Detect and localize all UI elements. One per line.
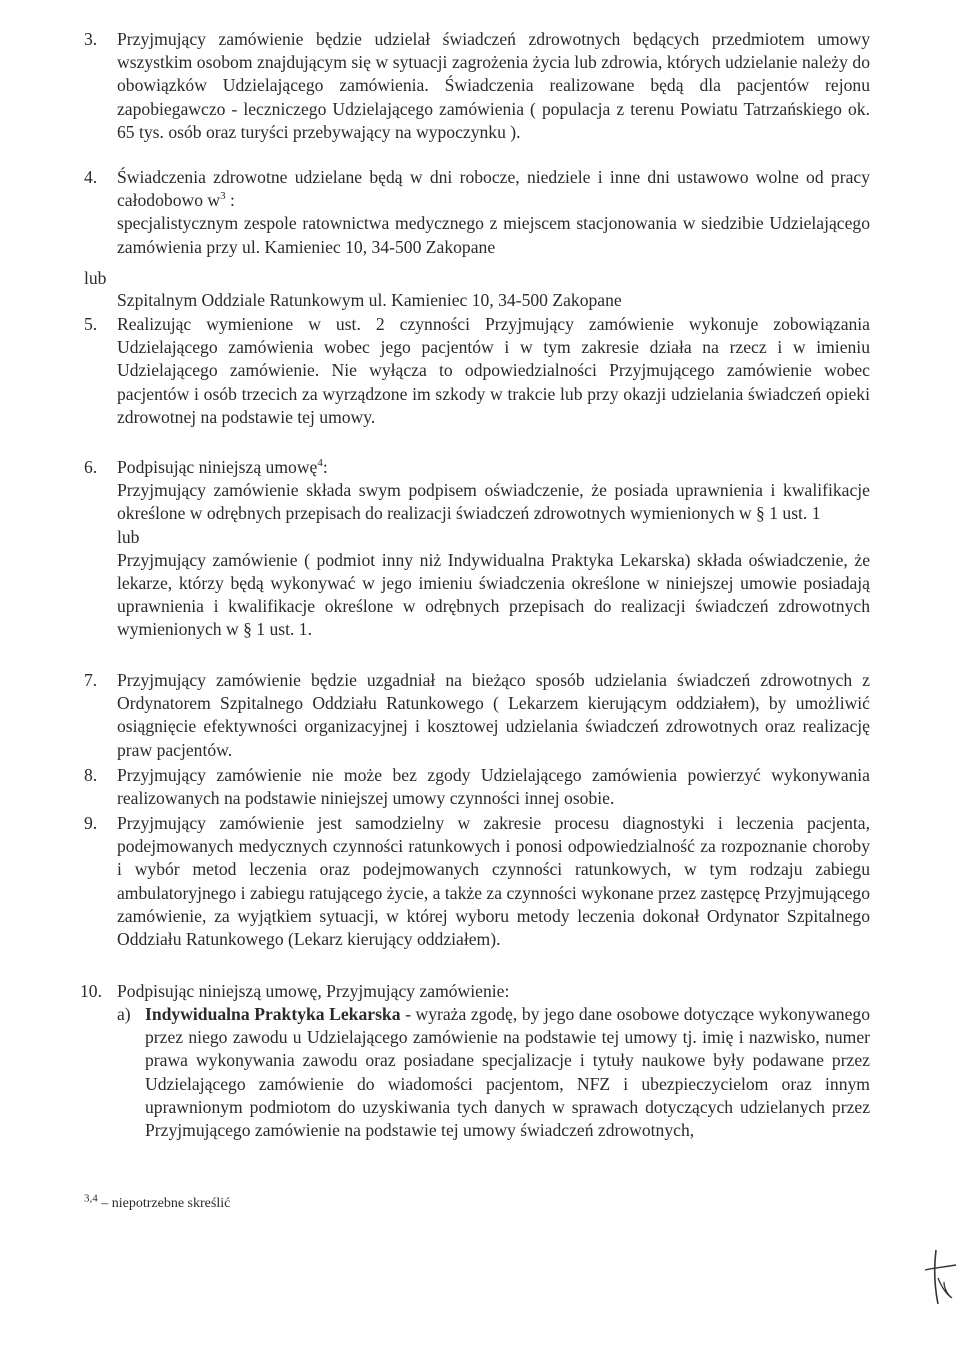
paragraph-text: Przyjmujący zamówienie będzie uzgadniał na bieżąco sposób udzielania świadczeń zdrowotnych z Ordynatorem Szpitalnego Oddziału Ratunkowego ( Lekarzem kierującym oddziałem), by umożliwić osiągnięcie efektywności organizacyjnej i kosztowej udzielania świadczeń zdrowotnych oraz realizację praw pacjentów. [117,670,870,760]
paragraph-text: Podpisując niniejszą umowę, Przyjmujący zamówienie: [117,981,510,1001]
footnote [84,1194,230,1214]
option-text: Przyjmujący zamówienie składa swym podpisem oświadczenie, że posiada uprawnienia i kwalifikacje określone w odrębnych przepisach do realizacji świadczeń zdrowotnych wymienionych w § 1 ust. 1 [117,480,870,524]
paragraph-text: Przyjmujący zamówienie jest samodzielny w zakresie procesu diagnostyki i leczenia pacjenta, podejmowanych medycznych czynności ratunkowych i ponosi odpowiedzialność za rozpoznanie choroby i wybór metod leczenia oraz podejmowanych czynności ratunkowych, w tym rodzaju zabiegu ambulatoryjnego i zabiegu ratującego życie, a także za czynności wykonane przez zastępcę Przyjmującego zamówienie, za wyjątkiem sytuacji, w której wyboru metody leczenia dokonał Ordynator Szpitalnego Oddziału Ratunkowego (Lekarz kierujący oddziałem). [117,813,870,950]
footnote-ref: 4 [317,457,323,470]
option-text: Szpitalnym Oddziale Ratunkowym ul. Kamieniec 10, 34-500 Zakopane [117,290,622,310]
paragraph-7 [84,669,870,762]
paragraph-5 [84,313,870,429]
paragraph-4-option-b [84,289,870,312]
or-label: lub [84,268,107,288]
paragraph-text: Przyjmujący zamówienie nie może bez zgody Udzielającego zamówienia powierzyć wykonywania realizowanych na podstawie niniejszej umowy czynności innej osobie. [117,765,870,809]
paragraph-number: 4. [84,167,98,187]
subpoint-title: Indywidualna Praktyka Lekarska [145,1004,401,1024]
paragraph-text: Świadczenia zdrowotne udzielane będą w dni robocze, niedziele i inne dni ustawowo wolne od pracy całodobowo $w^3$ : [117,167,870,211]
paragraph-text: Realizując wymienione w ust. 2 czynności Przyjmujący zamówienie wykonuje zobowiązania Udzielającego zamówienia wobec jego pacjentów i w tym zakresie działa na rzecz i w imieniu Udzielającego zamówienie. Nie wyłącza to odpowiedzialności Przyjmującego zamówienie wobec pacjentów i osób trzecich za wyrządzone im szkody w trakcie lub przy okazji udzielania świadczeń opieki zdrowotnej na podstawie tej umowy. [117,314,870,427]
paragraph-3 [84,28,870,144]
paragraph-number: 8. [84,765,98,785]
paragraph-8 [84,764,870,810]
paragraph-9 [84,812,870,951]
paragraph-number: 10. [80,981,102,1001]
option-text: Przyjmujący zamówienie ( podmiot inny niż Indywidualna Praktyka Lekarska) składa oświadczenie, że lekarze, którzy będą wykonywać w jego imieniu świadczenia określone w niniejszej umowie posiadają uprawnienia i kwalifikacje określone w odrębnych przepisach do realizacji świadczeń zdrowotnych wymienionych w § 1 ust. 1. [117,549,870,640]
subpoint-text: - wyraża zgodę, by jego dane osobowe dotyczące wykonywanego przez niego zawodu u Udzielającego zamówienie na podstawie tej umowy tj. imię i nazwisko, numer prawa wykonywania zawodu oraz posiadane specjalizacje i tytuły naukowe były podawane przez Udzielającego zamówienie do wiadomości pacjentom, NFZ i ubezpieczycielom oraz innym uprawnionym podmiotom do uzyskiwania tych danych w sprawach dotyczących udzielanych przez Przyjmującego zamówienie na podstawie tej umowy świadczeń zdrowotnych, [145,1004,870,1141]
option-text: specjalistycznym zespole ratownictwa medycznego z miejscem stacjonowania w siedzibie Udzielającego zamówienia przy ul. Kamieniec 10, 34-500 Zakopane [117,213,870,257]
subpoint-a [145,1003,870,1142]
paragraph-6 [84,456,870,642]
paragraph-number: 6. [84,457,98,477]
subpoint-letter: a) [117,1004,131,1024]
paragraph-number: 5. [84,314,98,334]
paragraph-number: 7. [84,670,98,690]
paragraph-text: Przyjmujący zamówienie będzie udzielał świadczeń zdrowotnych będących przedmiotem umowy wszystkim osobom znajdującym się w sytuacji zagrożenia życia lub zdrowia, których udzielanie należy do obowiązków Udzielającego zamówienia. Świadczenia realizowane będą dla pacjentów rejonu zapobiegawczo - leczniczego Udzielającego zamówienia ( populacja z terenu Powiatu Tatrzańskiego ok. 65 tys. osób oraz turyści przebywający na wypoczynku ). [117,29,870,142]
footnote-ref: 3 [220,190,226,203]
paragraph-number: 3. [84,29,98,49]
footnote-text: – niepotrzebne skreślić [97,1196,231,1211]
or-label: lub [117,526,140,547]
paragraph-number: 9. [84,813,98,833]
handwritten-initials-mark [922,1248,958,1306]
paragraph-4 [84,166,870,259]
footnote-marker: 3,4 [84,1192,98,1205]
paragraph-10 [80,980,870,1003]
paragraph-text: Podpisując niniejszą umowę$^4$: [117,457,328,477]
